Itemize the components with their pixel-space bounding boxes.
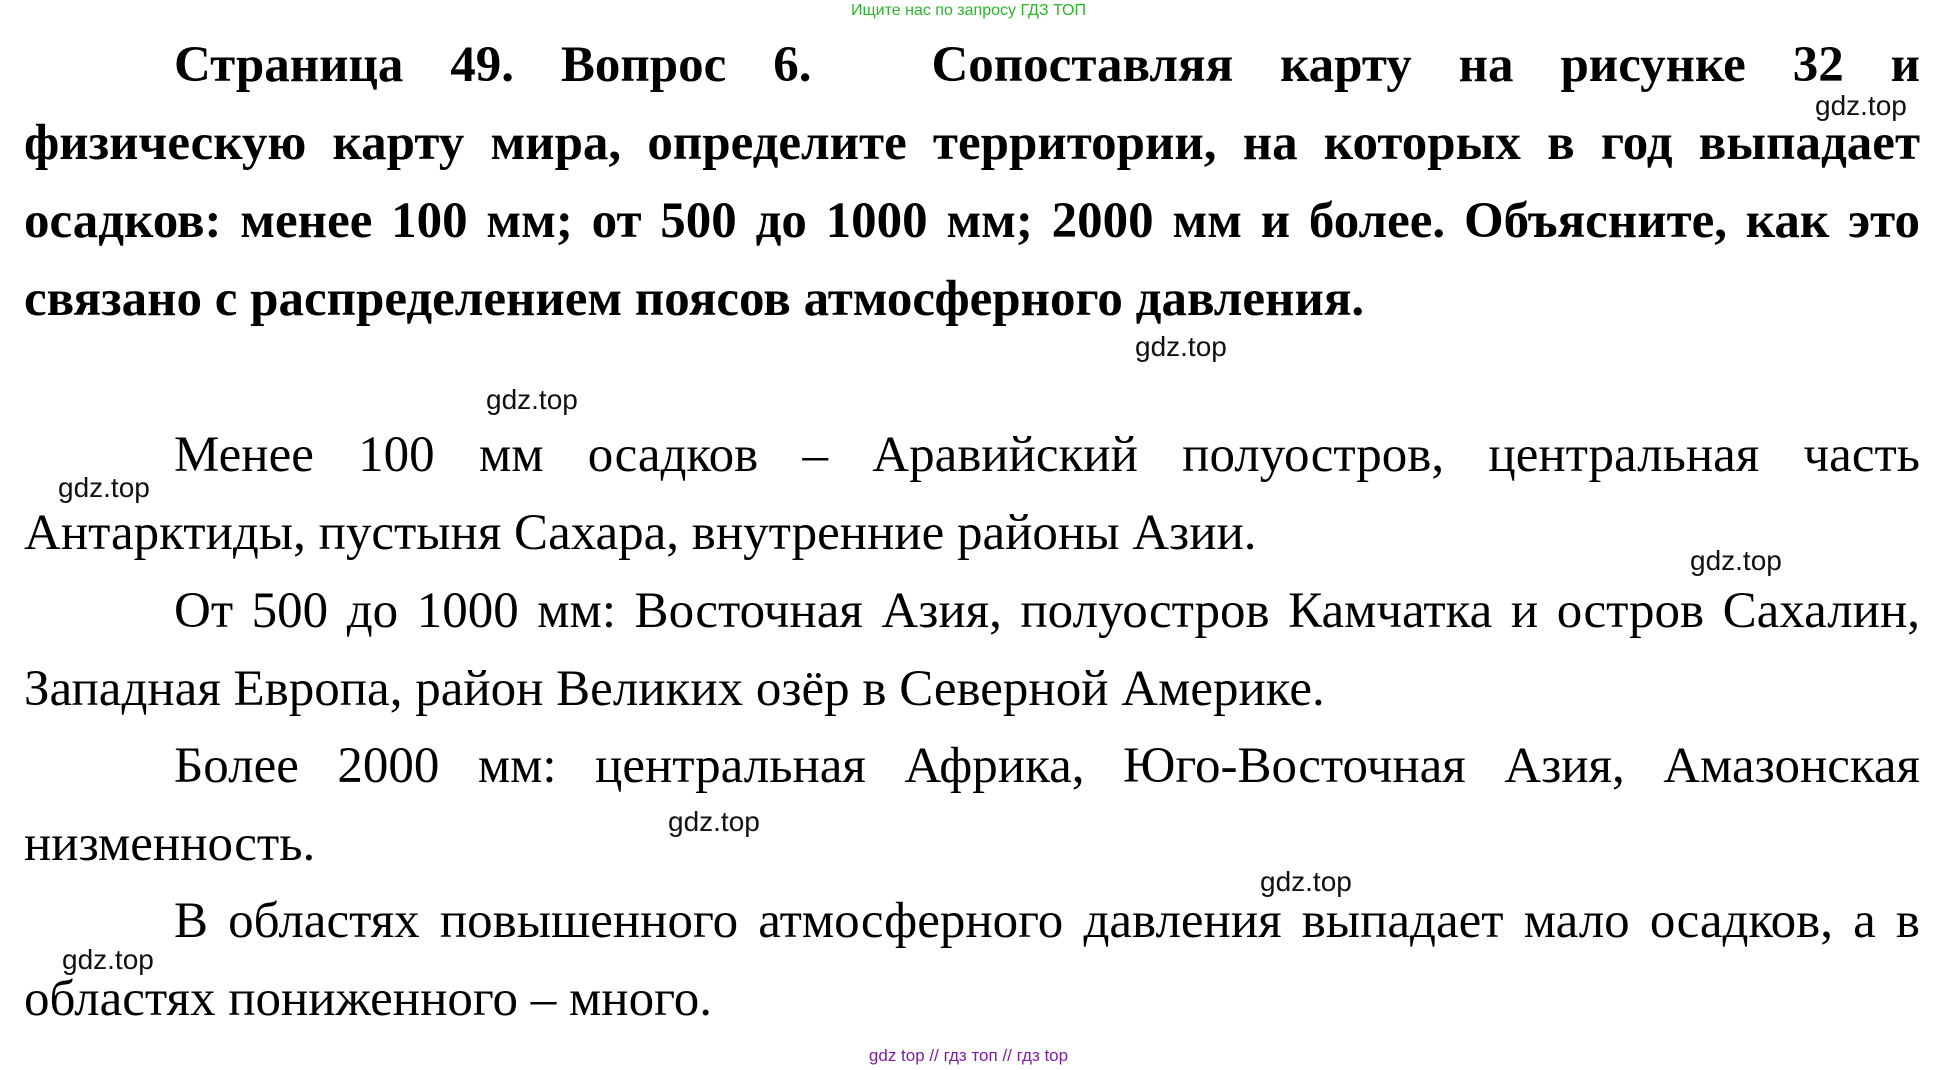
top-banner: Ищите нас по запросу ГДЗ ТОП xyxy=(851,2,1086,19)
watermark: gdz.top xyxy=(486,384,578,415)
answer-paragraph-2: От 500 до 1000 мм: Восточная Азия, полуостров Камчатка и остров Сахалин, Западная Европа, район Великих озёр в Северной Америке. xyxy=(24,583,1920,717)
watermark: gdz.top xyxy=(58,472,150,503)
watermark: gdz.top xyxy=(1815,90,1907,121)
bottom-banner: gdz top // гдз топ // гдз top xyxy=(868,1046,1069,1065)
answer-paragraph-3: Более 2000 мм: центральная Африка, Юго-Восточная Азия, Амазонская низменность. xyxy=(24,738,1920,872)
question-text: Сопоставляя карту на рисунке 32 и физическую карту мира, определите территории, на которых в год выпадает осадков: менее 100 мм; от 500 до 1000 мм; 2000 мм и более. Объясните, как это связано с распределением поясов атмосферного давления. xyxy=(24,37,1920,327)
answer-paragraph-4: В областях повышенного атмосферного давления выпадает мало осадков, а в областях пониженного – много. xyxy=(24,893,1920,1027)
watermark: gdz.top xyxy=(1690,545,1782,576)
watermark: gdz.top xyxy=(1135,331,1227,362)
answer-paragraph-1: Менее 100 мм осадков – Аравийский полуостров, центральная часть Антарктиды, пустыня Сахара, внутренние районы Азии. xyxy=(24,427,1920,561)
question-label: Страница 49. Вопрос 6. xyxy=(174,37,812,93)
watermark: gdz.top xyxy=(668,806,760,837)
watermark: gdz.top xyxy=(62,944,154,975)
question-paragraph xyxy=(24,26,1920,338)
watermark: gdz.top xyxy=(1260,866,1352,897)
